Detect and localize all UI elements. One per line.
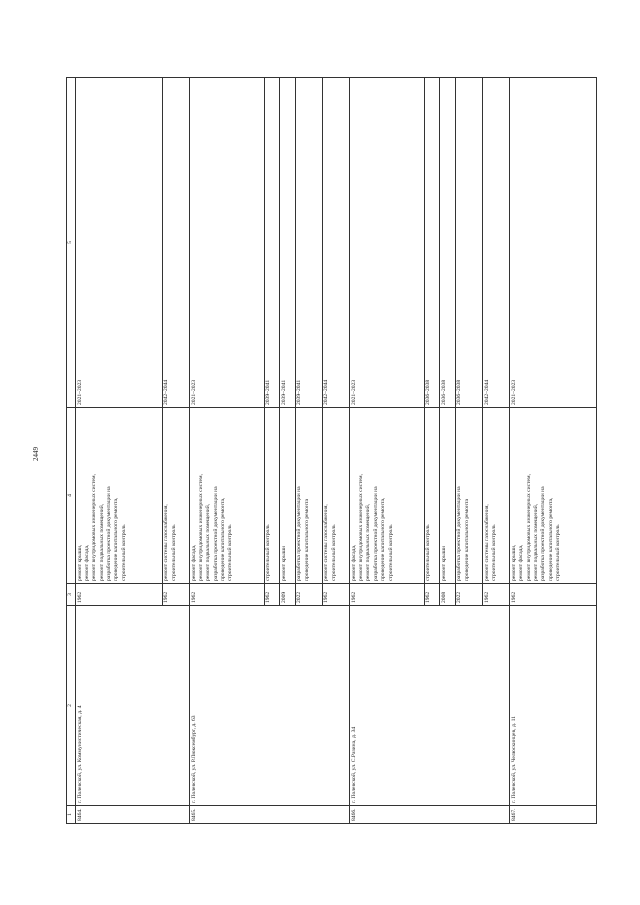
work-item: ремонт внутридомовых инженерных систем, bbox=[197, 474, 204, 581]
work-item: строительный контроль bbox=[330, 524, 337, 581]
works-cell bbox=[280, 408, 295, 584]
work-item: ремонт крыши, bbox=[76, 544, 83, 581]
period-cell: 2039–2041 bbox=[264, 78, 279, 408]
work-item: ремонт внутридомовых инженерных систем, bbox=[525, 474, 532, 581]
work-item: строительный контроль bbox=[170, 524, 177, 581]
works-cell bbox=[424, 408, 439, 584]
table-row bbox=[510, 78, 597, 824]
header-col-1: 1 bbox=[67, 806, 76, 824]
works-cell bbox=[440, 408, 455, 584]
work-item: разработка проектной документации на bbox=[106, 486, 113, 581]
works-cell bbox=[482, 408, 509, 584]
work-item: проведение капитального ремонта, bbox=[547, 497, 554, 581]
period-cell: 2021–2023 bbox=[350, 78, 425, 408]
work-item: строительный контроль bbox=[555, 524, 562, 581]
year-cell: 1962 bbox=[350, 584, 425, 606]
work-item: ремонт системы газоснабжения, bbox=[323, 504, 330, 581]
work-item: ремонт внутридомовых инженерных систем, bbox=[358, 474, 365, 581]
work-item: ремонт подвальных помещений, bbox=[365, 503, 372, 581]
year-cell: 1962 bbox=[162, 584, 189, 606]
work-item: разработка проектной документации на bbox=[372, 486, 379, 581]
work-item: ремонт фасада, bbox=[190, 544, 197, 581]
year-cell: 1962 bbox=[510, 584, 597, 606]
address-cell: г. Полевской, ул. С.Разина, д. 34 bbox=[350, 606, 510, 806]
works-cell bbox=[322, 408, 349, 584]
period-cell: 2021–2023 bbox=[76, 78, 163, 408]
year-cell: 1962 bbox=[322, 584, 349, 606]
row-number: 8467. bbox=[510, 806, 597, 824]
work-item: ремонт фасада, bbox=[83, 544, 90, 581]
period-cell: 2036–2038 bbox=[455, 78, 482, 408]
work-item: ремонт крыши, bbox=[510, 544, 517, 581]
work-item: строительный контроль bbox=[227, 524, 234, 581]
header-col-3: 3 bbox=[67, 584, 76, 606]
table-row bbox=[189, 78, 264, 824]
work-item: проведение капитального ремонта, bbox=[380, 497, 387, 581]
period-cell: 2021–2023 bbox=[189, 78, 264, 408]
year-cell: 2022 bbox=[455, 584, 482, 606]
period-cell: 2021–2023 bbox=[510, 78, 597, 408]
work-item: проведение капитального ремонта bbox=[463, 499, 470, 581]
work-item: разработка проектной документации на bbox=[296, 486, 303, 581]
work-item: ремонт внутридомовых инженерных систем, bbox=[91, 474, 98, 581]
works-cell bbox=[295, 408, 322, 584]
year-cell: 1962 bbox=[482, 584, 509, 606]
address-cell: г. Полевской, ул. Коммунистическая, д. 4 bbox=[76, 606, 190, 806]
works-cell bbox=[455, 408, 482, 584]
works-cell bbox=[189, 408, 264, 584]
header-col-2: 2 bbox=[67, 606, 76, 806]
row-number: 8466. bbox=[350, 806, 510, 824]
work-item: строительный контроль bbox=[265, 524, 272, 581]
works-cell bbox=[162, 408, 189, 584]
year-cell: 1962 bbox=[264, 584, 279, 606]
work-item: строительный контроль bbox=[425, 524, 432, 581]
work-item: ремонт подвальных помещений, bbox=[98, 503, 105, 581]
year-cell: 1962 bbox=[189, 584, 264, 606]
table-row bbox=[350, 78, 425, 824]
period-cell: 2039–2041 bbox=[280, 78, 295, 408]
works-cell bbox=[76, 408, 163, 584]
year-cell: 2022 bbox=[295, 584, 322, 606]
period-cell: 2042–2044 bbox=[322, 78, 349, 408]
year-cell: 1962 bbox=[76, 584, 163, 606]
work-item: проведение капитального ремонта bbox=[303, 499, 310, 581]
period-cell: 2036–2038 bbox=[424, 78, 439, 408]
address-cell: г. Полевской, ул. Р.Люксембург, д. 63 bbox=[189, 606, 349, 806]
address-cell: г. Полевской, ул. Челюскинцев, д. 11 bbox=[510, 606, 597, 806]
work-item: строительный контроль bbox=[387, 524, 394, 581]
work-item: строительный контроль bbox=[490, 524, 497, 581]
works-cell bbox=[264, 408, 279, 584]
work-item: проведение капитального ремонта, bbox=[113, 497, 120, 581]
work-item: ремонт подвальных помещений, bbox=[205, 503, 212, 581]
work-item: проведение капитального ремонта, bbox=[220, 497, 227, 581]
header-col-5: 5 bbox=[67, 78, 76, 408]
year-cell: 2008 bbox=[440, 584, 455, 606]
capital-repair-table bbox=[66, 77, 597, 824]
period-cell: 2039–2041 bbox=[295, 78, 322, 408]
work-item: ремонт фасада, bbox=[350, 544, 357, 581]
document-table-wrapper bbox=[66, 78, 597, 824]
work-item: ремонт подвальных помещений, bbox=[532, 503, 539, 581]
work-item: ремонт системы газоснабжения, bbox=[483, 504, 490, 581]
row-number: 8465. bbox=[189, 806, 349, 824]
table-body bbox=[76, 78, 597, 824]
work-item: разработка проектной документации на bbox=[540, 486, 547, 581]
period-cell: 2042–2044 bbox=[162, 78, 189, 408]
table-header-row bbox=[67, 78, 76, 824]
year-cell: 1962 bbox=[424, 584, 439, 606]
works-cell bbox=[350, 408, 425, 584]
work-item: строительный контроль bbox=[120, 524, 127, 581]
row-number: 8464. bbox=[76, 806, 190, 824]
work-item: разработка проектной документации на bbox=[456, 486, 463, 581]
year-cell: 2009 bbox=[280, 584, 295, 606]
work-item: ремонт системы газоснабжения, bbox=[163, 504, 170, 581]
period-cell: 2036–2038 bbox=[440, 78, 455, 408]
table-row bbox=[76, 78, 163, 824]
work-item: ремонт фасада, bbox=[518, 544, 525, 581]
work-item: ремонт крыши bbox=[280, 545, 287, 581]
period-cell: 2042–2044 bbox=[482, 78, 509, 408]
header-col-4: 4 bbox=[67, 408, 76, 584]
work-item: разработка проектной документации на bbox=[212, 486, 219, 581]
work-item: ремонт крыши bbox=[440, 545, 447, 581]
works-cell bbox=[510, 408, 597, 584]
page-number: 2449 bbox=[32, 447, 40, 461]
